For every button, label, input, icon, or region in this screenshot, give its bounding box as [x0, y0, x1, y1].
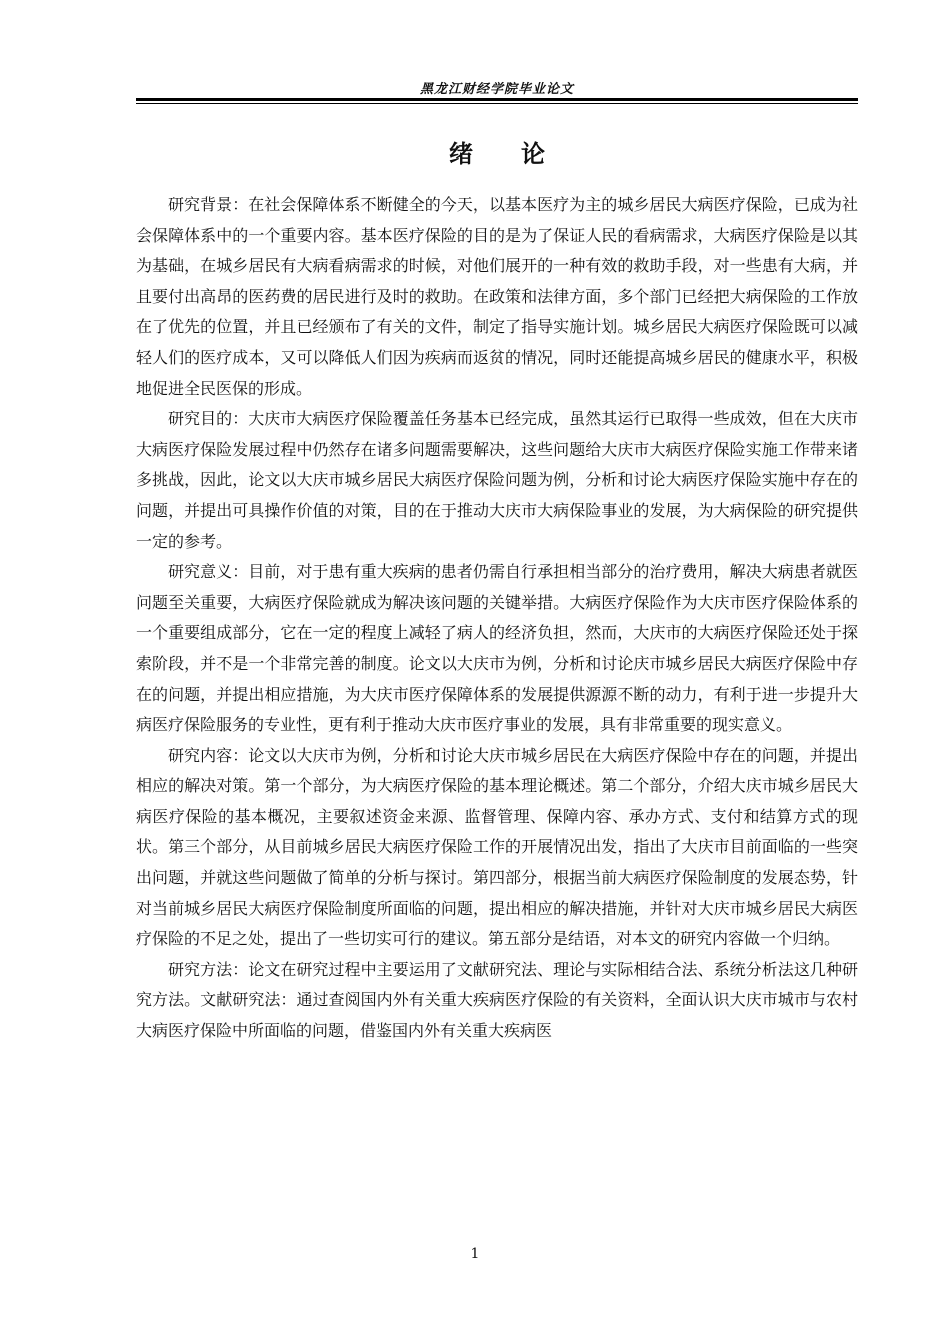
- paragraph-background: 研究背景：在社会保障体系不断健全的今天，以基本医疗为主的城乡居民大病医疗保险，已成为社会保障体系中的一个重要内容。基本医疗保险的目的是为了保证人民的看病需求，大病医疗保险是以其为基础，在城乡居民有大病看病需求的时候，对他们展开的一种有效的救助手段，对一些患有大病，并且要付出高昂的医药费的居民进行及时的救助。在政策和法律方面，多个部门已经把大病保险的工作放在了优先的位置，并且已经颁布了有关的文件，制定了指导实施计划。城乡居民大病医疗保险既可以减轻人们的医疗成本，又可以降低人们因为疾病而返贫的情况，同时还能提高城乡居民的健康水平，积极地促进全民医保的形成。: [136, 195, 858, 398]
- paragraph-purpose: 研究目的：大庆市大病医疗保险覆盖任务基本已经完成，虽然其运行已取得一些成效，但在大庆市大病医疗保险发展过程中仍然存在诸多问题需要解决，这些问题给大庆市大病医疗保险实施工作带来诸多挑战，因此，论文以大庆市城乡居民大病医疗保险问题为例，分析和讨论大病医疗保险实施中存在的问题，并提出可具操作价值的对策，目的在于推动大庆市大病保险事业的发展，为大病保险的研究提供一定的参考。: [136, 409, 858, 551]
- header-rule-thin: [136, 103, 858, 104]
- page-number: 1: [470, 1246, 480, 1262]
- header-title: 黑龙江财经学院毕业论文: [419, 82, 574, 97]
- paragraph-content: 研究内容：论文以大庆市为例，分析和讨论大庆市城乡居民在大病医疗保险中存在的问题，并提出相应的解决对策。第一个部分，为大病医疗保险的基本理论概述。第二个部分，介绍大庆市城乡居民大病医疗保险的基本概况，主要叙述资金来源、监督管理、保障内容、承办方式、支付和结算方式的现状。第三个部分，从目前城乡居民大病医疗保险工作的开展情况出发，指出了大庆市目前面临的一些突出问题，并就这些问题做了简单的分析与探讨。第四部分，根据当前大病医疗保险制度的发展态势，针对当前城乡居民大病医疗保险制度所面临的问题，提出相应的解决措施，并针对大庆市城乡居民大病医疗保险的不足之处，提出了一些切实可行的建议。第五部分是结语，对本文的研究内容做一个归纳。: [136, 745, 858, 949]
- header-rule-thick: [136, 98, 858, 101]
- chapter-title: 绪论: [449, 139, 593, 168]
- paragraph-methods: 研究方法：论文在研究过程中主要运用了文献研究法、理论与实际相结合法、系统分析法这几种研究方法。文献研究法：通过查阅国内外有关重大疾病医疗保险的有关资料，全面认识大庆市城市与农村大病医疗保险中所面临的问题，借鉴国内外有关重大疾病医: [136, 959, 858, 1041]
- body-text: [136, 190, 858, 1047]
- paragraph-significance: 研究意义：目前，对于患有重大疾病的患者仍需自行承担相当部分的治疗费用，解决大病患者就医问题至关重要，大病医疗保险就成为解决该问题的关键举措。大病医疗保险作为大庆市医疗保险体系的一个重要组成部分，它在一定的程度上减轻了病人的经济负担，然而，大庆市的大病医疗保险还处于探索阶段，并不是一个非常完善的制度。论文以大庆市为例，分析和讨论庆市城乡居民大病医疗保险中存在的问题，并提出相应措施，为大庆市医疗保障体系的发展提供源源不断的动力，有利于进一步提升大病医疗保险服务的专业性，更有利于推动大庆市医疗事业的发展，具有非常重要的现实意义。: [136, 562, 858, 735]
